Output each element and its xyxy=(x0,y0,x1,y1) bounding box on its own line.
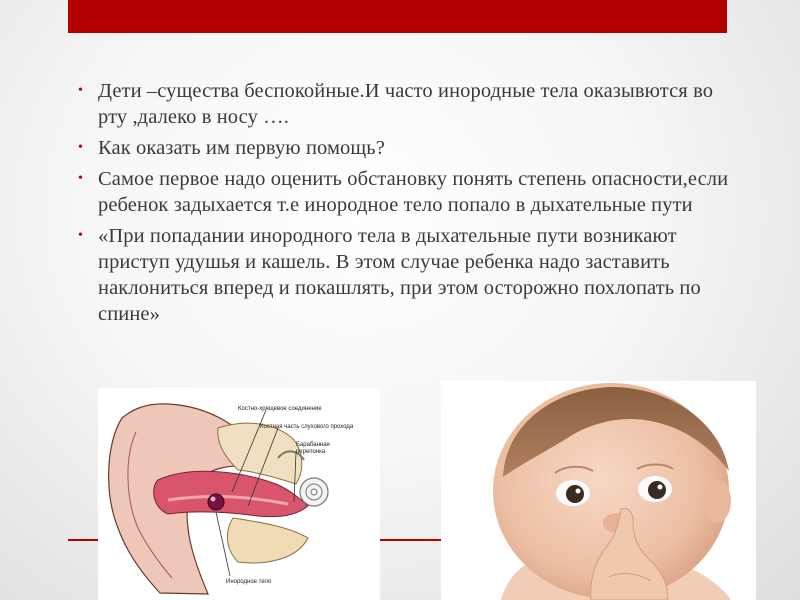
ear-diagram-image xyxy=(98,388,380,600)
bullet-text: «При попадании инородного тела в дыхательные пути возникают приступ удушья и кашель. В этом случае ребенка надо заставить наклониться вперед и покашлять, при этом осторожно похлопать по спине» xyxy=(98,225,701,325)
baby-photo xyxy=(441,381,756,600)
label-foreign-body: Инородное тело xyxy=(226,579,272,585)
bullet-list xyxy=(78,78,738,332)
bullet-item xyxy=(78,78,738,130)
label-eardrum-line2: перепонка xyxy=(296,449,326,455)
bullet-item xyxy=(78,223,738,327)
bullet-text: Как оказать им первую помощь? xyxy=(98,137,385,159)
header-accent-bar xyxy=(68,0,727,33)
label-eardrum-line1: Барабанная xyxy=(296,442,330,448)
label-bony-canal: Костная часть слухового прохода xyxy=(260,424,354,430)
bullet-item xyxy=(78,135,738,161)
bullet-icon: • xyxy=(78,140,84,155)
label-joint: Костно-хрящевое соединение xyxy=(238,406,322,412)
bullet-text: Самое первое надо оценить обстановку понять степень опасности,если ребенок задыхается т.е инородное тело попало в дыхательные пути xyxy=(98,168,729,216)
bullet-text: Дети –существа беспокойные.И часто инородные тела оказывются во рту ,далеко в носу …. xyxy=(98,80,714,128)
bullet-icon: • xyxy=(78,171,84,186)
bullet-icon: • xyxy=(78,83,84,98)
bullet-icon: • xyxy=(78,228,84,243)
bullet-item xyxy=(78,166,738,218)
